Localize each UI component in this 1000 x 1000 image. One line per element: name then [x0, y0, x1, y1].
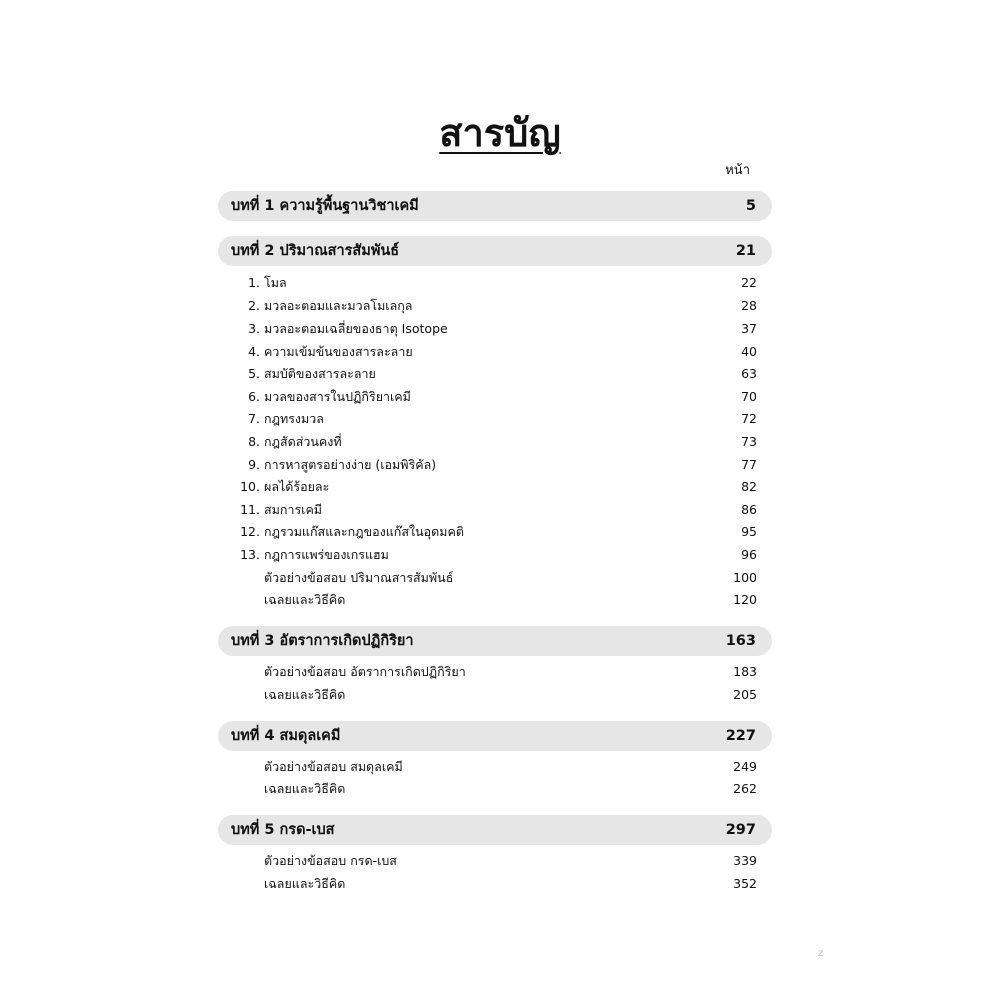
item-page: 249 [733, 759, 757, 774]
item-page: 205 [733, 687, 757, 702]
item-text: โมล [264, 275, 287, 290]
item-number: 11. [240, 502, 260, 517]
item-text: เฉลยและวิธีคิด [264, 781, 346, 796]
item-text: กฎการแพร่ของเกรแฮม [264, 547, 389, 562]
toc-item [230, 295, 757, 317]
toc-item [230, 272, 757, 294]
item-number: 13. [240, 547, 260, 562]
item-number: 7. [248, 411, 260, 426]
item-page: 96 [741, 547, 757, 562]
item-number: 8. [248, 434, 260, 449]
toc-item [230, 756, 757, 778]
item-page: 37 [741, 321, 757, 336]
chapter-page: 21 [735, 243, 756, 259]
item-text: สมบัติของสารละลาย [264, 366, 376, 381]
item-number: 3. [248, 321, 260, 336]
toc-item [230, 454, 757, 476]
item-page: 86 [741, 502, 757, 517]
toc-item [230, 589, 757, 611]
item-page: 82 [741, 479, 757, 494]
toc-item [230, 873, 757, 895]
item-text: การหาสูตรอย่างง่าย (เอมพิริคัล) [264, 457, 437, 472]
chapter-label: บทที่ 5 กรด-เบส [231, 822, 335, 838]
toc-item [230, 684, 757, 706]
item-page: 72 [741, 411, 757, 426]
chapter-4-header [218, 721, 772, 751]
chapter-label: บทที่ 3 อัตราการเกิดปฏิกิริยา [231, 633, 414, 649]
toc-item [230, 408, 757, 430]
item-page: 77 [741, 457, 757, 472]
toc-item [230, 341, 757, 363]
toc-item [230, 476, 757, 498]
toc-item [230, 521, 757, 543]
toc-item [230, 386, 757, 408]
item-page: 40 [741, 344, 757, 359]
toc-item [230, 544, 757, 566]
chapter-page: 297 [725, 822, 756, 838]
item-page: 22 [741, 275, 757, 290]
item-text: เฉลยและวิธีคิด [264, 687, 346, 702]
item-text: ความเข้มข้นของสารละลาย [264, 344, 413, 359]
chapter-page: 227 [725, 728, 756, 744]
toc-item [230, 778, 757, 800]
item-number: 10. [240, 479, 260, 494]
item-number: 4. [248, 344, 260, 359]
item-text: มวลอะตอมและมวลโมเลกุล [264, 298, 413, 313]
chapter-label: บทที่ 2 ปริมาณสารสัมพันธ์ [231, 243, 400, 259]
toc-item [230, 318, 757, 340]
item-page: 95 [741, 524, 757, 539]
chapter-label: บทที่ 1 ความรู้พื้นฐานวิชาเคมี [231, 198, 419, 214]
corner-mark: z [818, 948, 824, 959]
chapter-3-header [218, 626, 772, 656]
item-text: กฎทรงมวล [264, 411, 324, 426]
toc-item [230, 850, 757, 872]
toc-item [230, 431, 757, 453]
toc-item [230, 363, 757, 385]
item-page: 73 [741, 434, 757, 449]
item-number: 1. [248, 275, 260, 290]
toc-title: สารบัญ [439, 111, 561, 155]
item-page: 120 [733, 592, 757, 607]
item-text: กฎรวมแก๊สและกฎของแก๊สในอุดมคติ [264, 524, 464, 539]
item-text: เฉลยและวิธีคิด [264, 876, 346, 891]
item-text: มวลของสารในปฏิกิริยาเคมี [264, 389, 411, 404]
item-text: กฎสัดส่วนคงที่ [264, 434, 342, 449]
item-text: ตัวอย่างข้อสอบ สมดุลเคมี [264, 759, 403, 774]
item-page: 339 [733, 853, 757, 868]
toc-item [230, 499, 757, 521]
item-text: ตัวอย่างข้อสอบ กรด-เบส [264, 853, 397, 868]
item-page: 28 [741, 298, 757, 313]
item-page: 262 [733, 781, 757, 796]
item-text: สมการเคมี [264, 502, 323, 517]
chapter-page: 5 [745, 198, 756, 214]
item-text: มวลอะตอมเฉลี่ยของธาตุ Isotope [264, 321, 448, 336]
item-number: 6. [248, 389, 260, 404]
toc-item [230, 661, 757, 683]
item-page: 63 [741, 366, 757, 381]
item-number: 9. [248, 457, 260, 472]
item-page: 352 [733, 876, 757, 891]
item-page: 183 [733, 664, 757, 679]
chapter-label: บทที่ 4 สมดุลเคมี [231, 728, 341, 744]
item-text: ตัวอย่างข้อสอบ อัตราการเกิดปฏิกิริยา [264, 664, 466, 679]
item-text: ตัวอย่างข้อสอบ ปริมาณสารสัมพันธ์ [264, 570, 454, 585]
item-text: ผลได้ร้อยละ [264, 479, 330, 494]
chapter-page: 163 [725, 633, 756, 649]
chapter-2-header [218, 236, 772, 266]
item-number: 5. [248, 366, 260, 381]
item-page: 100 [733, 570, 757, 585]
page-column-label: หน้า [725, 163, 750, 178]
chapter-1-header [218, 191, 772, 221]
item-number: 12. [240, 524, 260, 539]
toc-item [230, 567, 757, 589]
item-page: 70 [741, 389, 757, 404]
item-text: เฉลยและวิธีคิด [264, 592, 346, 607]
item-number: 2. [248, 298, 260, 313]
chapter-5-header [218, 815, 772, 845]
toc-title-block [0, 102, 1000, 163]
